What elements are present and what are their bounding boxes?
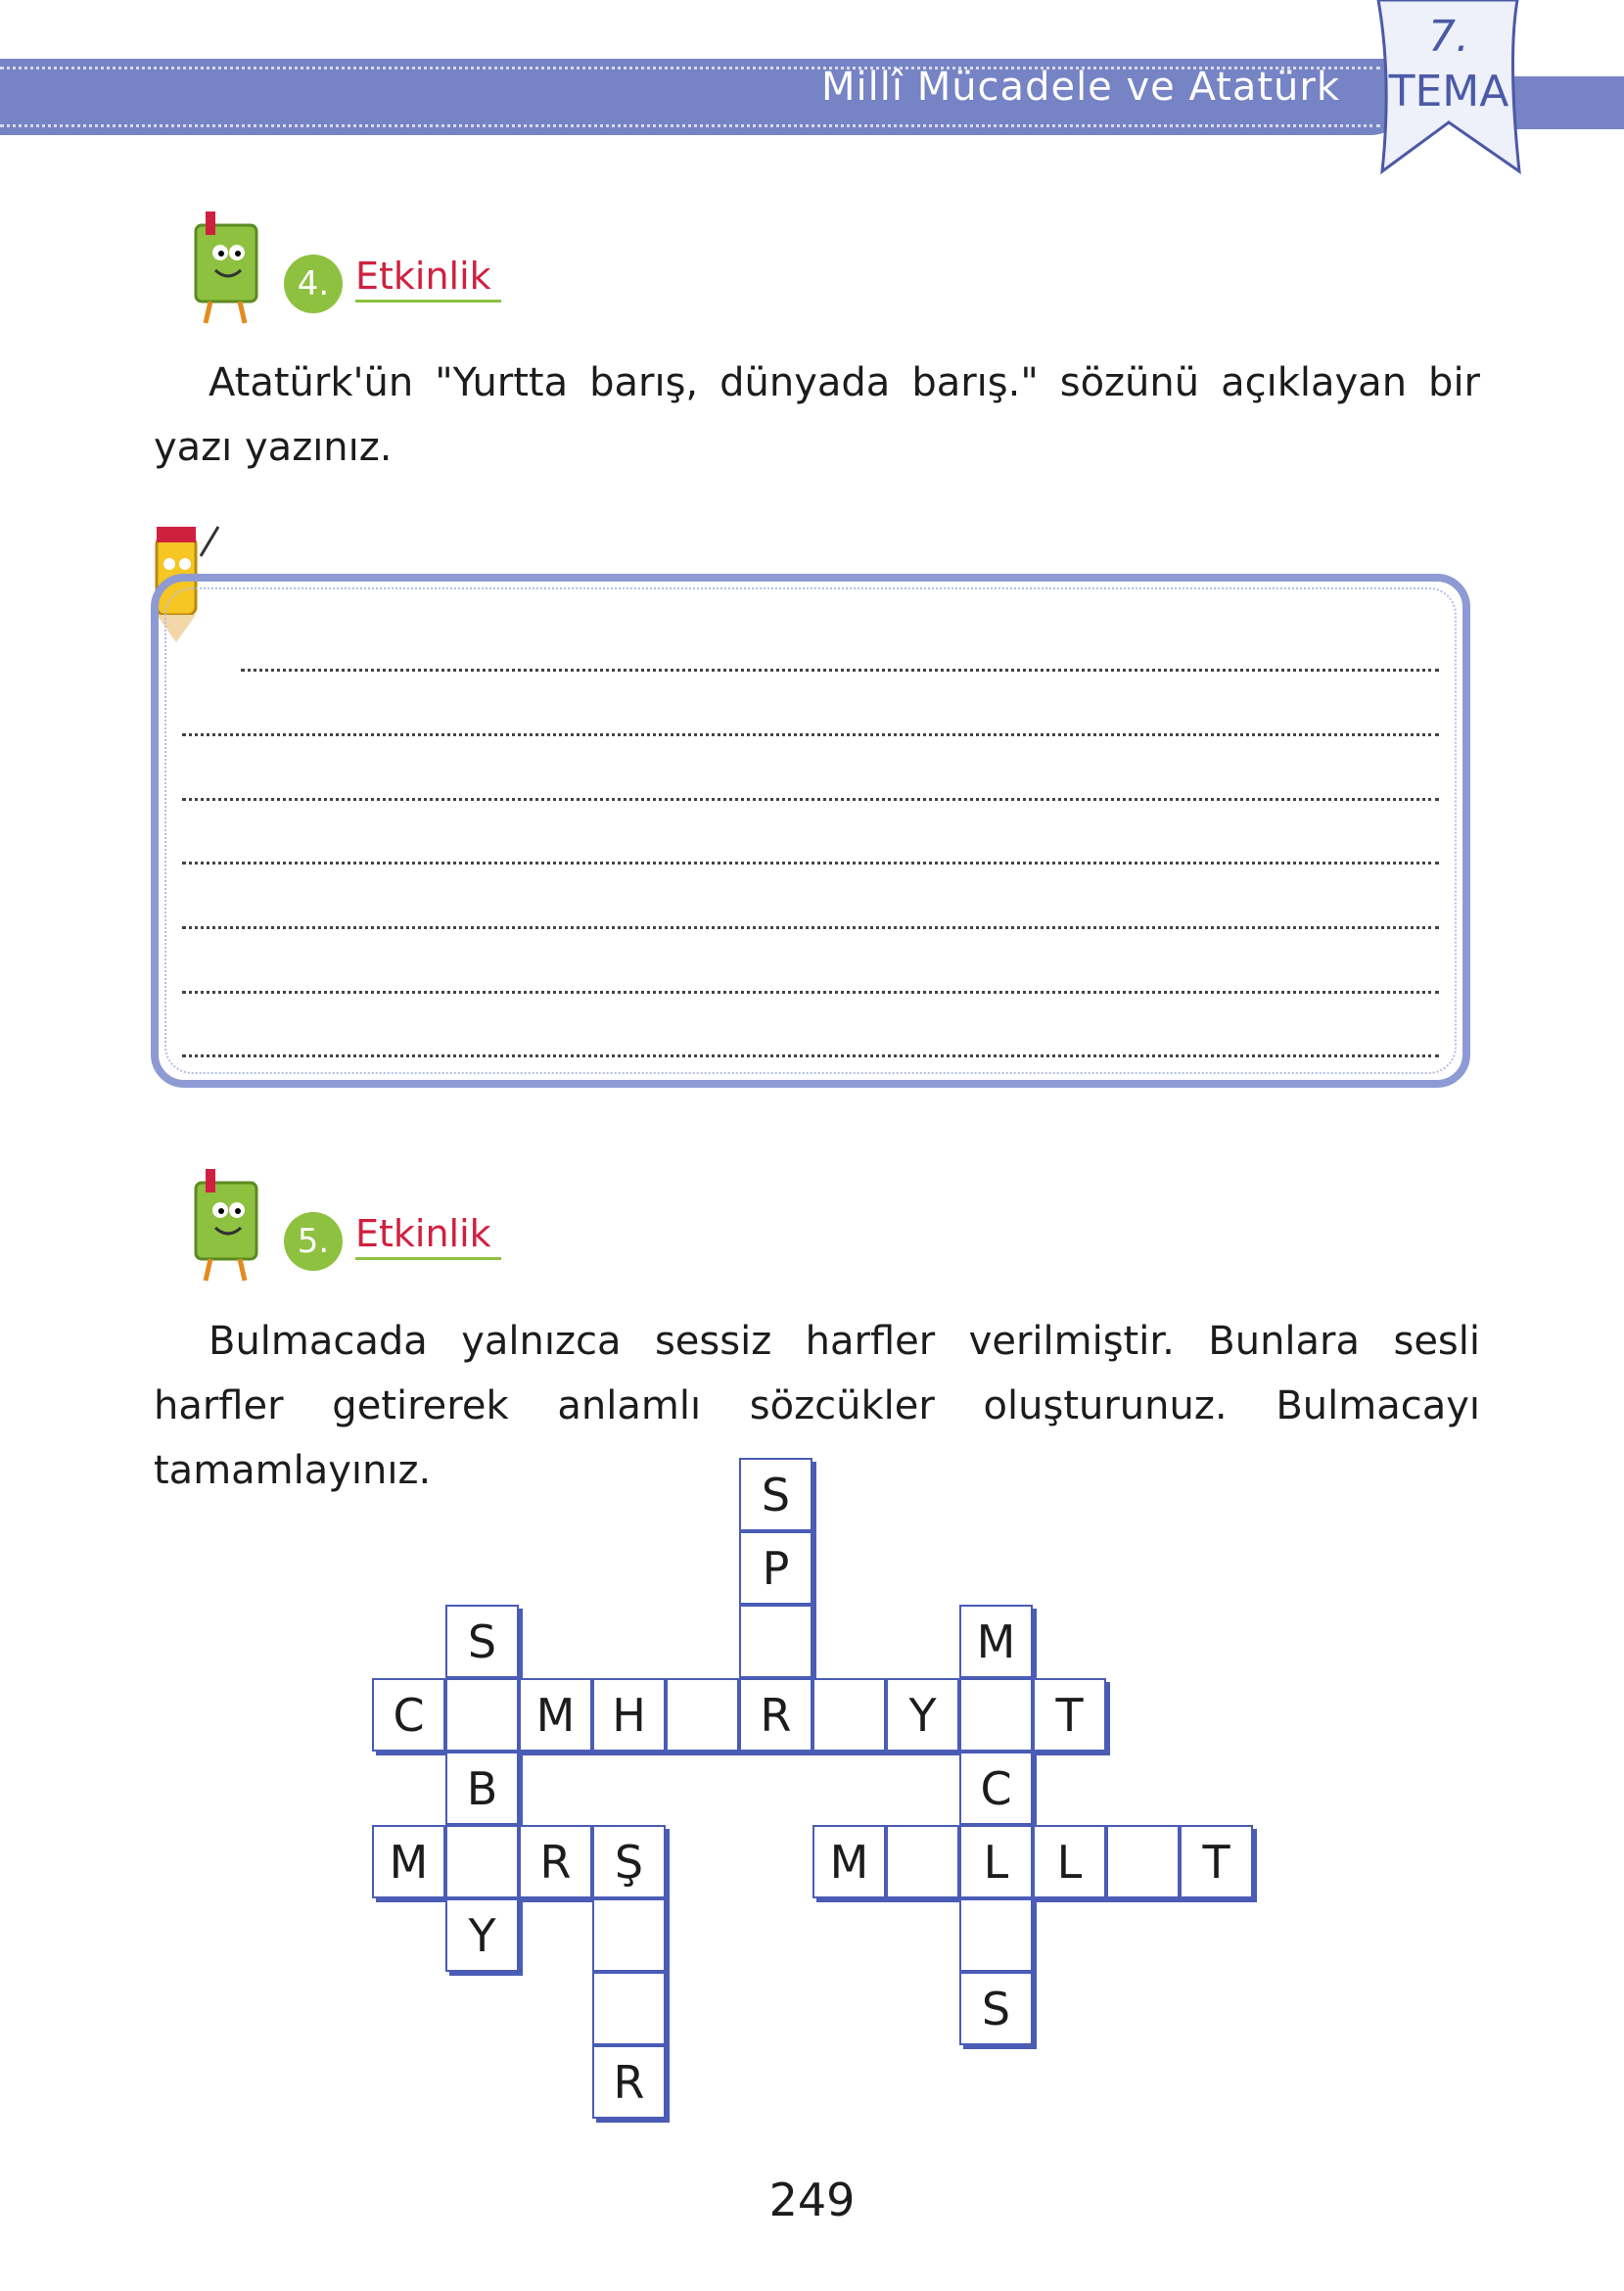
activity-number: 4.: [284, 255, 343, 313]
crossword-cell-given: R: [739, 1678, 812, 1752]
activity-label: Etkinlik: [355, 253, 501, 303]
crossword-cell-given: M: [519, 1678, 592, 1752]
writing-line[interactable]: [182, 733, 1439, 736]
crossword-cell-empty[interactable]: [812, 1678, 886, 1752]
crossword-cell-given: S: [445, 1605, 519, 1678]
crossword-cell-empty[interactable]: [886, 1825, 959, 1898]
crossword-cell-given: T: [1180, 1825, 1253, 1898]
writing-line[interactable]: [182, 926, 1439, 929]
crossword-cell-given: S: [959, 1972, 1033, 2045]
theme-label: TEMA: [1388, 67, 1509, 117]
crossword-cell-given: M: [812, 1825, 886, 1898]
crossword-cell-given: L: [1033, 1825, 1106, 1898]
crossword-cell-empty[interactable]: [739, 1605, 812, 1678]
instruction-text: Atatürk'ün "Yurtta barış, dünyada barış." sözünü açıklayan bir yazı yazınız.: [154, 360, 1480, 470]
writing-area[interactable]: [151, 574, 1470, 1088]
crossword-cell-given: S: [739, 1458, 812, 1531]
crossword-cell-given: L: [959, 1825, 1033, 1898]
activity-5-heading: [176, 1163, 509, 1290]
page-number: 249: [768, 2174, 856, 2226]
writing-line[interactable]: [182, 1054, 1439, 1057]
crossword-cell-given: Y: [886, 1678, 959, 1752]
crossword-cell-empty[interactable]: [959, 1898, 1033, 1972]
activity-5-instruction: [154, 1309, 1480, 1503]
activity-label: Etkinlik: [355, 1210, 501, 1260]
crossword-cell-given: R: [519, 1825, 592, 1898]
crossword-cell-empty[interactable]: [445, 1678, 519, 1752]
crossword-cell-empty[interactable]: [445, 1825, 519, 1898]
crossword-cell-empty[interactable]: [1106, 1825, 1180, 1898]
crossword-cell-empty[interactable]: [592, 1972, 666, 2045]
book-mascot-icon: [176, 1163, 284, 1286]
crossword-cell-empty[interactable]: [959, 1678, 1033, 1752]
crossword-cell-given: Ş: [592, 1825, 666, 1898]
writing-line[interactable]: [241, 669, 1439, 672]
crossword-cell-given: P: [739, 1531, 812, 1605]
crossword-cell-given: C: [372, 1678, 445, 1752]
crossword-cell-given: H: [592, 1678, 666, 1752]
crossword-cell-empty[interactable]: [592, 1898, 666, 1972]
instruction-text: Bulmacada yalnızca sessiz harfler verilmiştir. Bunlara sesli harfler getirerek anlamlı sözcükler oluşturunuz. Bulmacayı tamamlayınız.: [154, 1319, 1480, 1493]
activity-4-instruction: [154, 351, 1480, 480]
activity-number: 5.: [284, 1212, 343, 1271]
writing-line[interactable]: [182, 991, 1439, 994]
crossword-cell-given: C: [959, 1752, 1033, 1825]
unit-title: Millî Mücadele ve Atatürk: [821, 65, 1340, 110]
crossword-cell-given: T: [1033, 1678, 1106, 1752]
activity-4-heading: [176, 206, 509, 333]
writing-line[interactable]: [182, 862, 1439, 865]
crossword-cell-given: M: [372, 1825, 445, 1898]
crossword-cell-empty[interactable]: [666, 1678, 739, 1752]
crossword-cell-given: Y: [445, 1898, 519, 1972]
book-mascot-icon: [176, 206, 284, 328]
theme-number: 7.: [1428, 12, 1469, 62]
crossword-cell-given: M: [959, 1605, 1033, 1678]
crossword-cell-given: R: [592, 2045, 666, 2119]
crossword-cell-given: B: [445, 1752, 519, 1825]
writing-line[interactable]: [182, 798, 1439, 801]
